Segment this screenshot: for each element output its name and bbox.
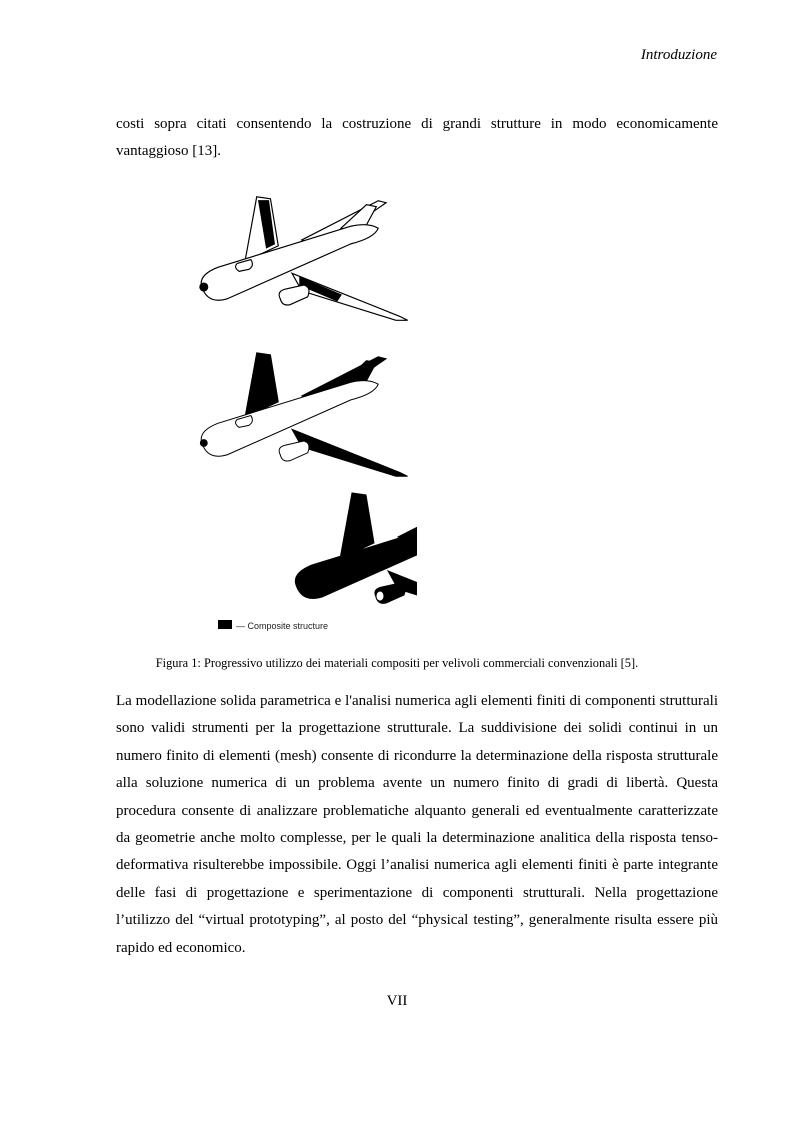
aircraft-stage-5	[295, 493, 417, 619]
running-header: Introduzione	[640, 47, 717, 63]
legend-label: — Composite structure	[236, 621, 329, 631]
page-number: VII	[386, 993, 408, 1009]
paragraph-fem: La modellazione solida parametrica e l'analisi numerica agli elementi finiti di componenti strutturali sono validi strumenti per la progettazione strutturale. La suddivisione dei solidi continui in un numero finito di elementi (mesh) consente di ricondurre la determinazione della risposta strutturale alla soluzione numerica di un problema avente un numero finito di gradi di libertà. Questa procedura consente di analizzare problematiche alquanto generali ed eventualmente caratterizzate da geometrie anche molto complesse, per le quali la determinazione analitica della risposta tenso-deformativa risulterebbe impossibile. Oggi l’analisi numerica agli elementi finiti è parte integrante delle fasi di progettazione e sperimentazione di componenti strutturali. Nella progettazione l’utilizzo del “virtual prototyping”, al posto del “physical testing”, generalmente risulta essere più rapido ed economico.	[116, 693, 718, 956]
figure-caption: Figura 1: Progressivo utilizzo dei materiali compositi per velivoli commerciali convenzionali [5].	[155, 656, 639, 670]
legend-swatch	[218, 620, 232, 629]
aircraft-stage-3	[200, 353, 408, 476]
figure-aircraft-composites	[192, 183, 417, 635]
paragraph-intro-continuation: costi sopra citati consentendo la costruzione di grandi strutture in modo economicamente vantaggioso [13].	[116, 116, 718, 160]
aircraft-stage-1	[200, 197, 408, 320]
